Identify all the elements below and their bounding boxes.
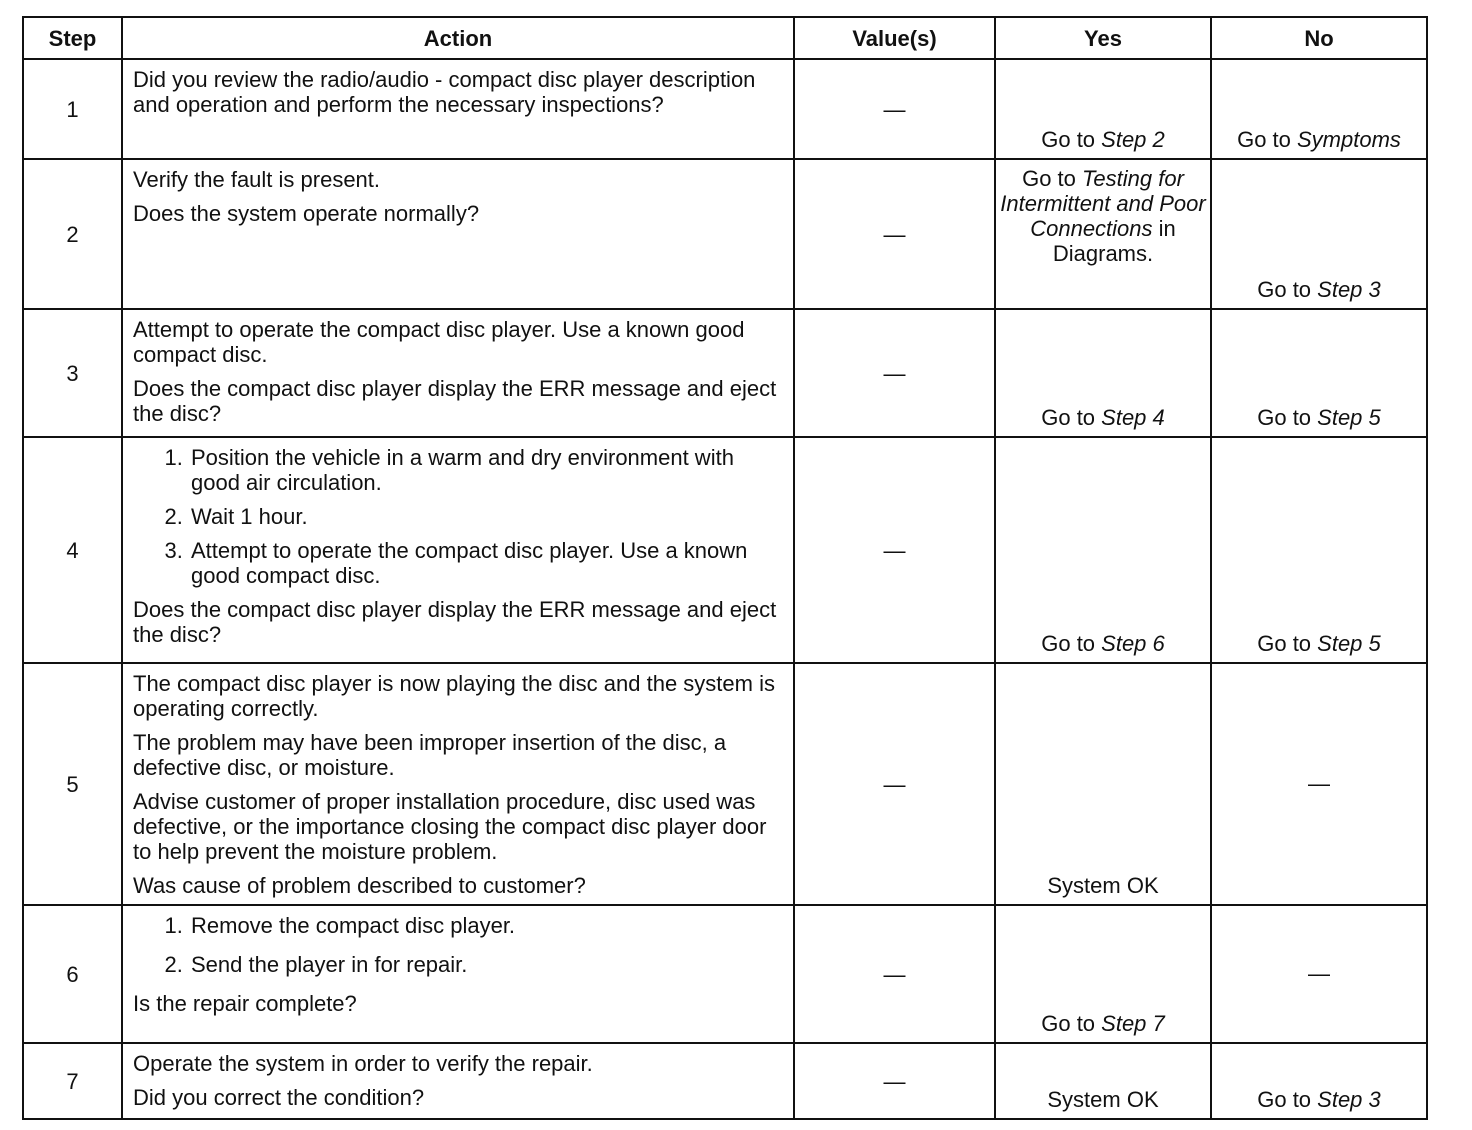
yes-prefix: Go to [1041, 631, 1102, 656]
substep-list [133, 913, 783, 977]
yes-cell: System OK [995, 1043, 1211, 1119]
no-cell [1211, 59, 1427, 159]
table-row [23, 905, 1427, 1043]
no-step-link: Symptoms [1297, 127, 1401, 152]
action-question: Does the system operate normally? [133, 201, 480, 226]
value-cell: — [794, 59, 995, 159]
no-step-link: Step 5 [1317, 631, 1381, 656]
action-question: Does the compact disc player display the ERR message and eject the disc? [133, 597, 777, 647]
step-number: 7 [23, 1043, 122, 1119]
value-cell: — [794, 437, 995, 663]
action-cell [122, 905, 794, 1043]
table-row [23, 1043, 1427, 1119]
action-question: Does the compact disc player display the ERR message and eject the disc? [133, 376, 777, 426]
step-number: 6 [23, 905, 122, 1043]
yes-step-link: Step 7 [1101, 1011, 1165, 1036]
step-number: 1 [23, 59, 122, 159]
action-cell [122, 1043, 794, 1119]
table-row [23, 663, 1427, 905]
header-yes: Yes [995, 17, 1211, 59]
table-row [23, 309, 1427, 437]
table-row [23, 159, 1427, 309]
header-values: Value(s) [794, 17, 995, 59]
step-number: 2 [23, 159, 122, 309]
yes-prefix: Go to [1041, 1011, 1102, 1036]
substep-item: 2. Send the player in for repair. [189, 952, 783, 977]
no-cell [1211, 437, 1427, 663]
yes-cell: System OK [995, 663, 1211, 905]
action-text: Operate the system in order to verify the repair. [133, 1051, 593, 1076]
value-cell: — [794, 663, 995, 905]
value-cell: — [794, 1043, 995, 1119]
action-cell [122, 159, 794, 309]
yes-prefix: Go to [1041, 127, 1102, 152]
action-cell [122, 663, 794, 905]
no-step-link: Step 5 [1317, 405, 1381, 430]
yes-cell [995, 905, 1211, 1043]
no-step-link: Step 3 [1317, 277, 1381, 302]
no-step-link: Step 3 [1317, 1087, 1381, 1112]
yes-reference-link: Testing for Intermittent and Poor Connections [1000, 166, 1206, 241]
no-cell: — [1211, 663, 1427, 905]
table-row [23, 437, 1427, 663]
no-prefix: Go to [1257, 1087, 1318, 1112]
table-row [23, 59, 1427, 159]
value-cell: — [794, 159, 995, 309]
substep-item: 1. Position the vehicle in a warm and dry environment with good air circulation. [189, 445, 783, 495]
action-cell [122, 437, 794, 663]
no-prefix: Go to [1237, 127, 1297, 152]
action-text: The problem may have been improper insertion of the disc, a defective disc, or moisture. [133, 730, 727, 780]
no-cell [1211, 309, 1427, 437]
action-question: Is the repair complete? [133, 991, 357, 1016]
action-cell [122, 309, 794, 437]
no-prefix: Go to [1257, 405, 1318, 430]
no-prefix: Go to [1257, 277, 1318, 302]
yes-step-link: Step 2 [1101, 127, 1165, 152]
header-no: No [1211, 17, 1427, 59]
no-cell [1211, 159, 1427, 309]
yes-prefix: Go to [1022, 166, 1082, 191]
no-cell [1211, 1043, 1427, 1119]
no-prefix: Go to [1257, 631, 1318, 656]
yes-step-link: Step 6 [1101, 631, 1165, 656]
yes-cell [995, 159, 1211, 309]
action-text: Verify the fault is present. [133, 167, 381, 192]
action-question: Did you correct the condition? [133, 1085, 425, 1110]
header-step: Step [23, 17, 122, 59]
yes-prefix: Go to [1041, 405, 1102, 430]
yes-cell [995, 309, 1211, 437]
step-number: 3 [23, 309, 122, 437]
no-cell: — [1211, 905, 1427, 1043]
action-cell [122, 59, 794, 159]
action-text: Attempt to operate the compact disc player. Use a known good compact disc. [133, 317, 745, 367]
step-number: 4 [23, 437, 122, 663]
header-row [23, 17, 1427, 59]
substep-item: 3. Attempt to operate the compact disc player. Use a known good compact disc. [189, 538, 783, 588]
action-question: Was cause of problem described to customer? [133, 873, 586, 898]
step-number: 5 [23, 663, 122, 905]
action-text: The compact disc player is now playing the disc and the system is operating correctly. [133, 671, 775, 721]
substep-item: 1. Remove the compact disc player. [189, 913, 783, 938]
yes-cell [995, 437, 1211, 663]
value-cell: — [794, 905, 995, 1043]
yes-suffix: in Diagrams. [1052, 216, 1176, 266]
action-text: Did you review the radio/audio - compact disc player description and operation and perform the necessary inspections? [133, 67, 756, 117]
value-cell: — [794, 309, 995, 437]
diagnostic-table [22, 16, 1428, 1120]
substep-list [133, 445, 783, 588]
yes-cell [995, 59, 1211, 159]
substep-item: 2. Wait 1 hour. [189, 504, 783, 529]
header-action: Action [122, 17, 794, 59]
action-text: Advise customer of proper installation procedure, disc used was defective, or the importance closing the compact disc player door to help prevent the moisture problem. [133, 789, 767, 864]
yes-step-link: Step 4 [1101, 405, 1165, 430]
